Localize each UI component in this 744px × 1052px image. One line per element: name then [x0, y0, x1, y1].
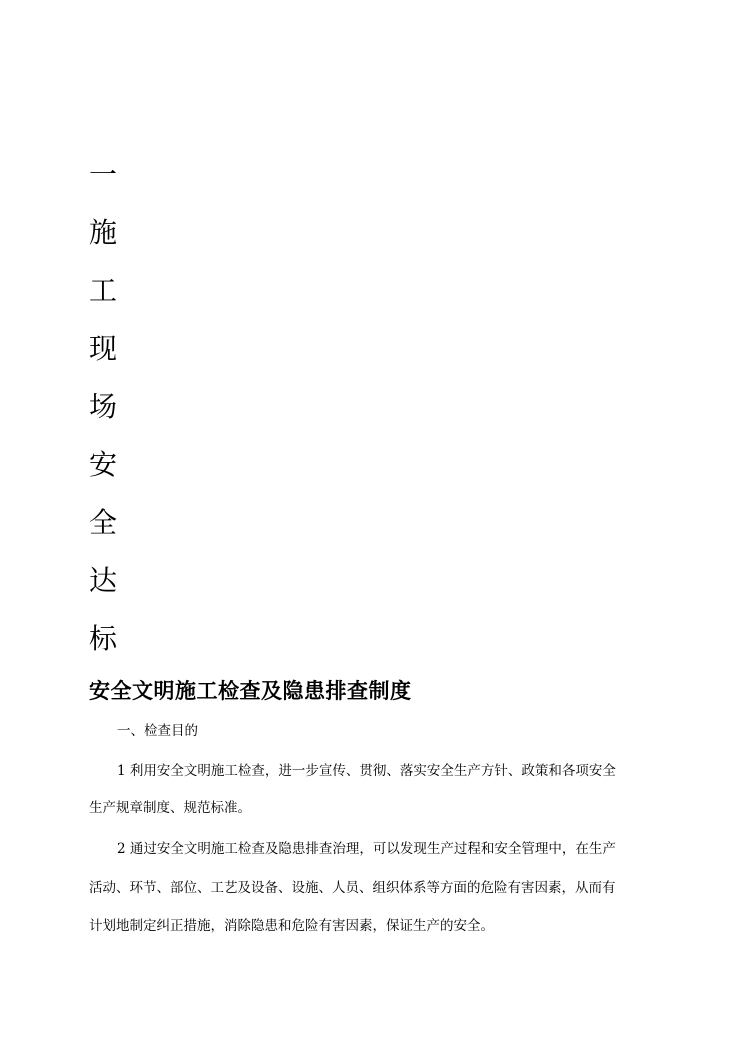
vertical-title: [89, 150, 129, 672]
paragraph-line: 计划地制定纠正措施，消除隐患和危险有害因素，保证生产的安全。: [89, 918, 494, 934]
vertical-title-char: 一: [89, 158, 118, 191]
document-heading: 安全文明施工检查及隐患排查制度: [89, 678, 412, 703]
vertical-title-char: 达: [89, 564, 118, 597]
vertical-title-char: 标: [89, 622, 118, 655]
paragraph-line: 生产规章制度、规范标准。: [89, 800, 251, 816]
vertical-title-char: 现: [89, 332, 118, 365]
vertical-title-char: 全: [89, 506, 118, 539]
vertical-title-char: 场: [89, 390, 118, 423]
paragraph-line: 1 利用安全文明施工检查，进一步宣传、贯彻、落实安全生产方针、政策和各项安全: [117, 763, 616, 779]
paragraph-line: 活动、环节、部位、工艺及设备、设施、人员、组织体系等方面的危险有害因素，从而有: [89, 880, 616, 896]
paragraph-line: 2 通过安全文明施工检查及隐患排查治理，可以发现生产过程和安全管理中，在生产: [117, 841, 616, 857]
vertical-title-char: 工: [89, 274, 118, 307]
vertical-title-char: 安: [89, 448, 118, 481]
section-heading: 一、检查目的: [117, 723, 198, 739]
vertical-title-char: 施: [89, 216, 118, 249]
